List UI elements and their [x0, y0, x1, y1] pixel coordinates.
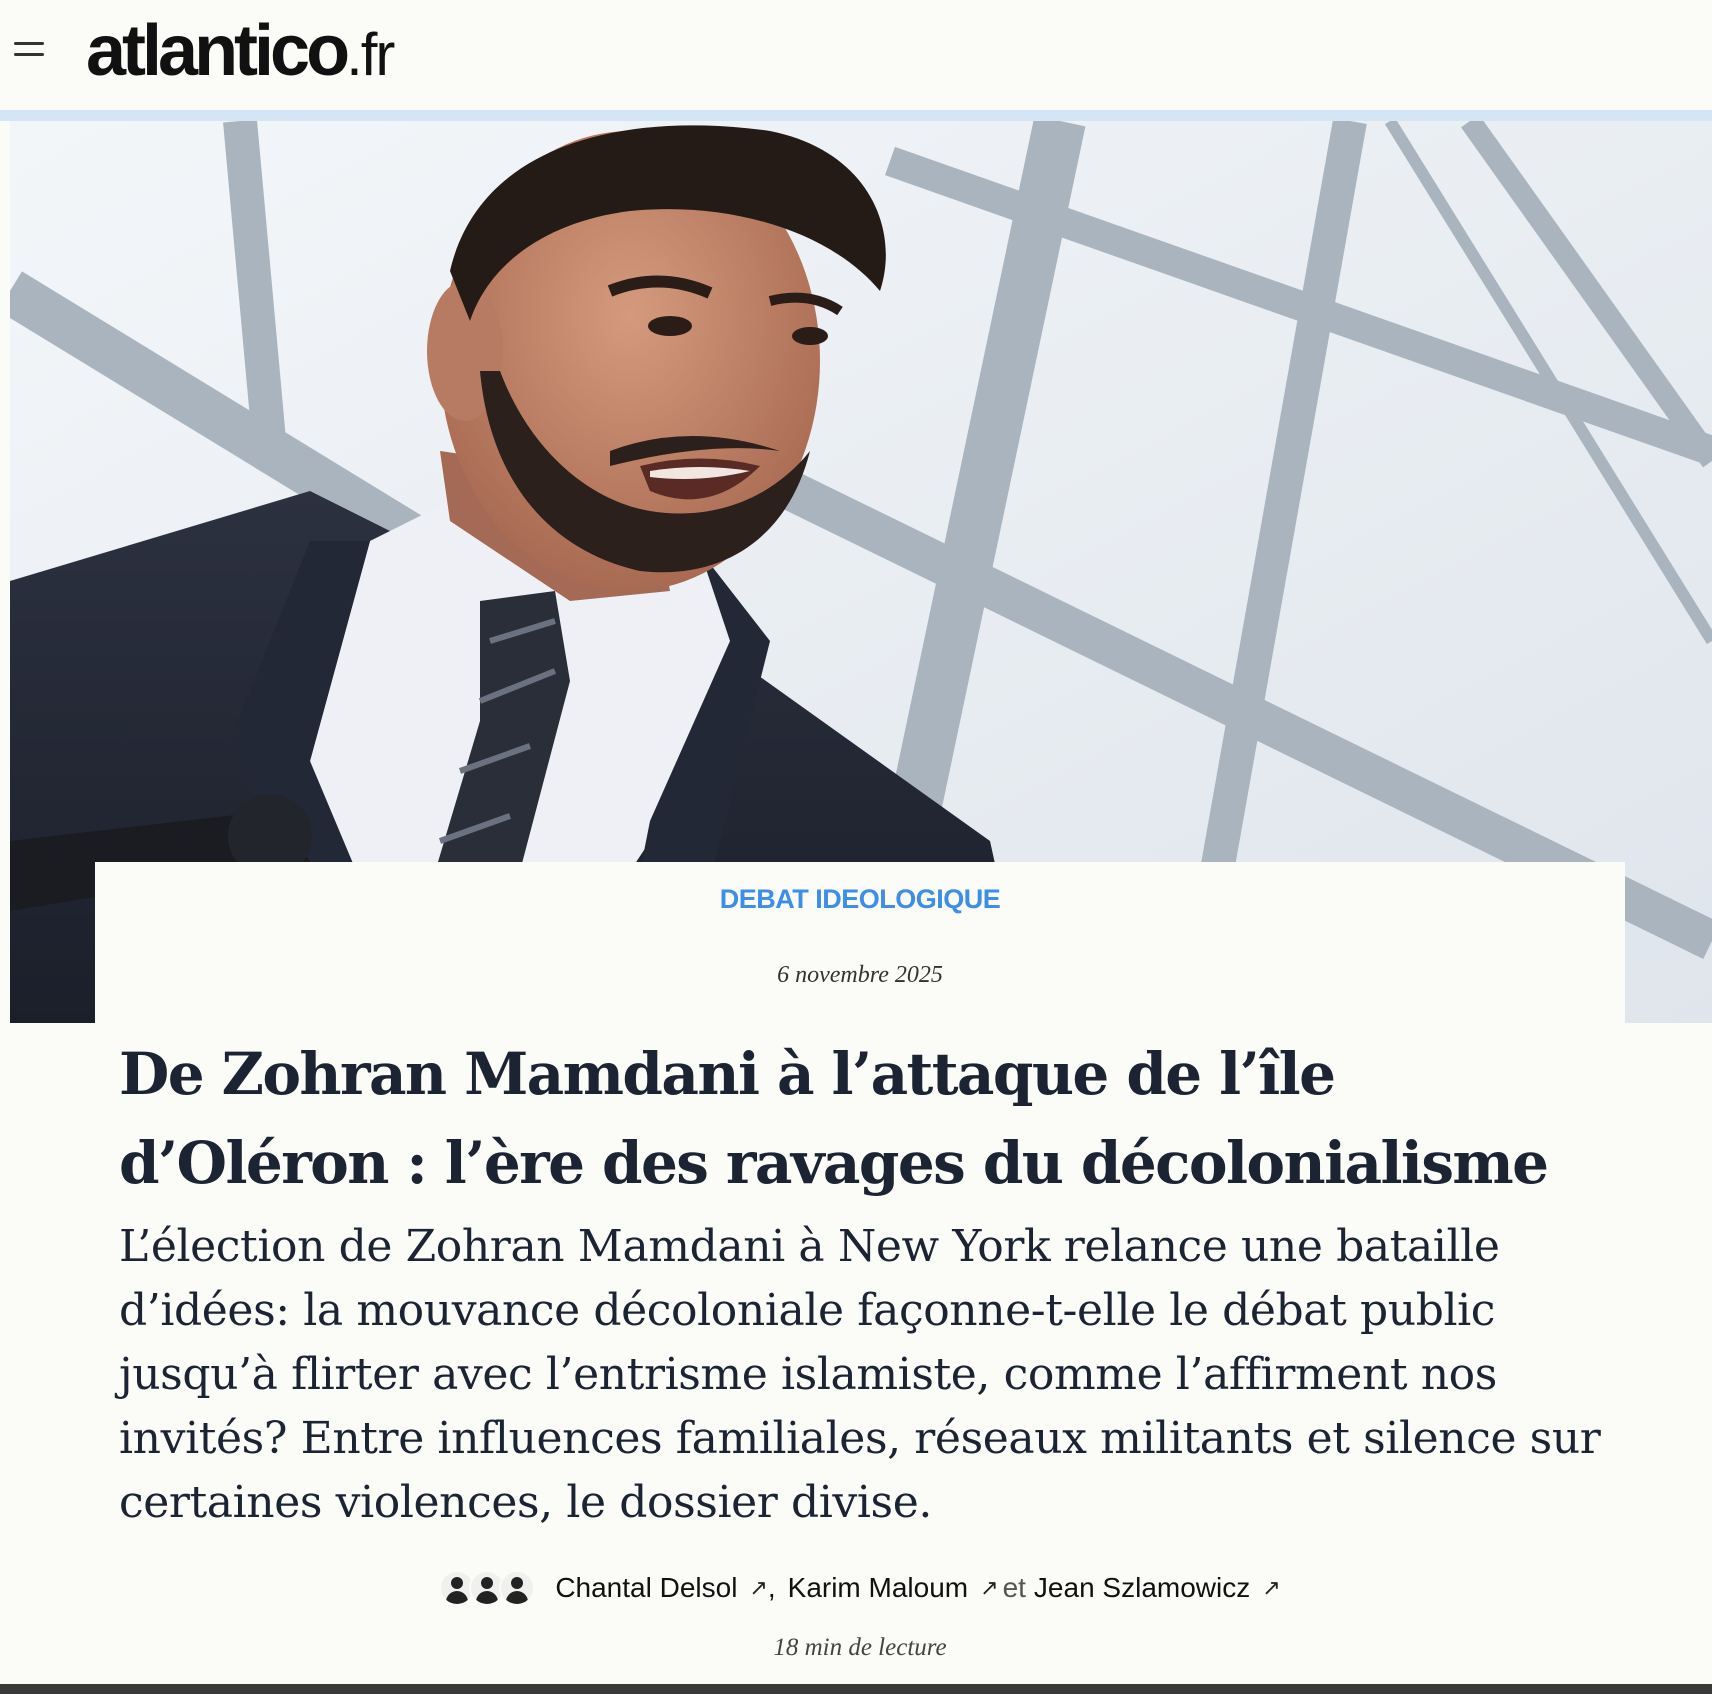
logo-tld-text: .fr: [346, 21, 394, 88]
author-link-karim-maloum[interactable]: [788, 1572, 999, 1604]
author-link-chantal-delsol[interactable]: [555, 1572, 768, 1604]
external-arrow-icon: ↗: [980, 1575, 999, 1600]
header-divider: [0, 110, 1712, 121]
author-separator: ,: [767, 1572, 776, 1603]
site-logo[interactable]: [86, 6, 393, 96]
author-avatars: [439, 1570, 535, 1606]
reading-time: 18 min de lecture: [773, 1634, 947, 1661]
author-byline: [95, 1568, 1625, 1608]
article-title: De Zohran Mamdani à l’attaque de l’île d’Oléron : l’ère des ravages du décolonialisme: [119, 1040, 1548, 1197]
author-name: Karim Maloum: [787, 1572, 969, 1603]
external-arrow-icon: ↗: [749, 1575, 768, 1600]
external-arrow-icon: ↗: [1262, 1575, 1281, 1600]
category-link[interactable]: DEBAT IDEOLOGIQUE: [719, 884, 1001, 914]
menu-icon[interactable]: [14, 36, 46, 64]
author-name: Chantal Delsol: [555, 1572, 738, 1603]
author-link-jean-szlamowicz[interactable]: [1034, 1572, 1281, 1604]
publish-date: 6 novembre 2025: [777, 962, 943, 988]
logo-main-text: atlantico: [86, 11, 347, 91]
author-name: Jean Szlamowicz: [1033, 1572, 1251, 1603]
article-standfirst: L’élection de Zohran Mamdani à New York relance une bataille d’idées: la mouvance décoloniale façonne-t-elle le débat public jusqu’à flirter avec l’entrisme islamiste, comme l’affirment nos invités? Entre influences familiales, réseaux militants et silence sur certaines violences, le dossier divise.: [119, 1221, 1601, 1528]
site-header: [0, 0, 1712, 110]
author-conjunction: et: [1002, 1572, 1026, 1603]
avatar: [499, 1570, 535, 1606]
bottom-scroll-edge: [0, 1684, 1712, 1694]
article-header-card: [95, 862, 1625, 1694]
